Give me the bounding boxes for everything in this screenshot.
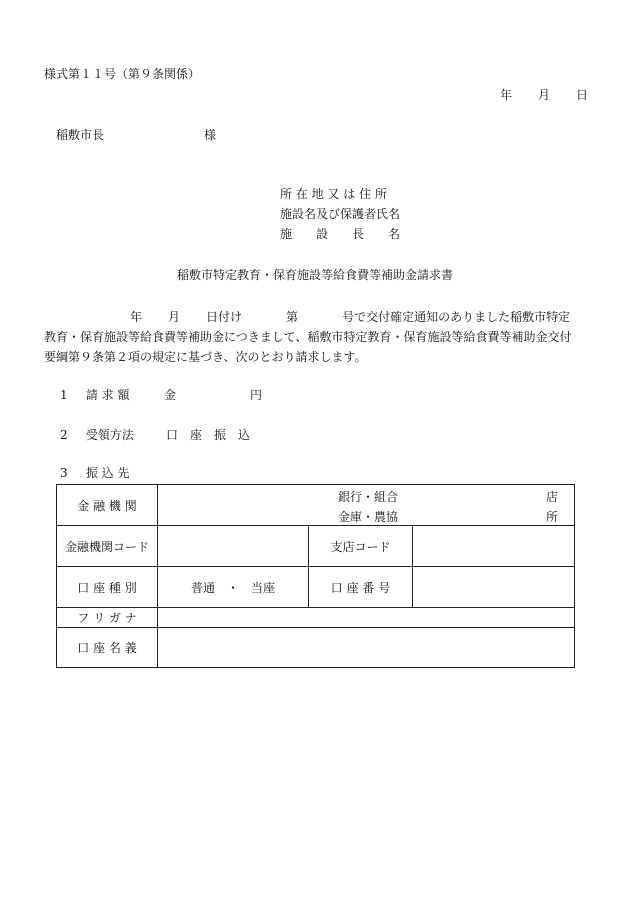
item-amount: 1 請 求 額 金 円 bbox=[60, 388, 263, 402]
account-number-cell[interactable] bbox=[413, 567, 575, 608]
date-line bbox=[500, 88, 588, 102]
bank-transfer-table bbox=[56, 484, 575, 668]
item-destination: 3 振 込 先 bbox=[60, 466, 130, 480]
institution-code-label: 金融機関コード bbox=[57, 526, 158, 567]
date-year: 年 bbox=[500, 88, 513, 102]
furigana-label: フ リ ガ ナ bbox=[57, 608, 158, 628]
method-value: 口 座 振 込 bbox=[166, 428, 251, 442]
branch-store-text: 店 bbox=[546, 490, 559, 504]
branch-office-text: 所 bbox=[546, 510, 559, 524]
body-line-3: 要綱第９条第２項の規定に基づき、次のとおり請求します。 bbox=[44, 350, 367, 364]
body-text bbox=[44, 307, 590, 367]
account-name-cell[interactable] bbox=[158, 628, 575, 668]
account-type-options[interactable]: 普通 ・ 当座 bbox=[158, 567, 309, 608]
account-number-label: 口 座 番 号 bbox=[309, 567, 413, 608]
date-day: 日 bbox=[576, 88, 589, 102]
date-month: 月 bbox=[538, 88, 551, 102]
addressee-name: 稲敷市長 bbox=[56, 128, 105, 142]
branch-code-cell[interactable] bbox=[413, 526, 575, 567]
amount-prefix: 金 bbox=[164, 388, 177, 402]
body-line-1: 年 月 日付け 第 号で交付確定通知のありました稲敷市特定 bbox=[130, 310, 571, 324]
addressee-honorific: 様 bbox=[204, 128, 217, 142]
body-line-2: 教育・保育施設等給食費等補助金につきまして、稲敷市特定教育・保育施設等給食費等補助金交付 bbox=[44, 330, 572, 344]
applicant-block bbox=[280, 187, 400, 247]
applicant-director-label: 施 設 長 名 bbox=[280, 227, 401, 241]
addressee bbox=[56, 128, 217, 142]
institution-code-cell[interactable] bbox=[158, 526, 309, 567]
applicant-address-label: 所 在 地 又 は 住 所 bbox=[280, 187, 387, 201]
document-title: 稲敷市特定教育・保育施設等給食費等補助金請求書 bbox=[176, 268, 453, 282]
institution-cell[interactable] bbox=[158, 485, 575, 526]
item-method: 2 受領方法 口 座 振 込 bbox=[60, 428, 251, 442]
account-type-label: 口 座 種 別 bbox=[57, 567, 158, 608]
account-name-label: 口 座 名 義 bbox=[57, 628, 158, 668]
amount-unit: 円 bbox=[250, 388, 263, 402]
form-number: 様式第１１号（第９条関係） bbox=[44, 67, 201, 81]
furigana-cell[interactable] bbox=[158, 608, 575, 628]
bank-union-text: 銀行・組合 bbox=[338, 490, 399, 504]
institution-label: 金 融 機 関 bbox=[57, 485, 158, 526]
credit-agri-text: 金庫・農協 bbox=[338, 510, 399, 524]
branch-code-label: 支店コード bbox=[309, 526, 413, 567]
applicant-facility-label: 施設名及び保護者氏名 bbox=[280, 207, 401, 221]
